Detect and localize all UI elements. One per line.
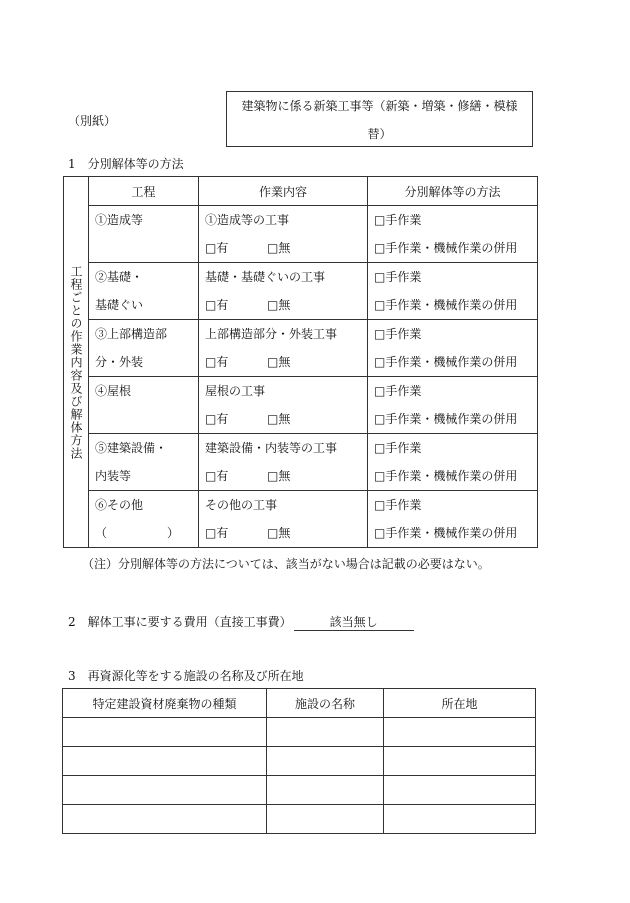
process-label-cont: （ ） [95, 526, 180, 540]
attachment-label: （別紙） [68, 114, 117, 128]
checkbox-combined[interactable]: □手作業・機械作業の併用 [374, 526, 518, 540]
process-label-cont: 内装等 [95, 469, 132, 483]
process-label: ⑤建築設備・ [95, 441, 168, 455]
checkbox-manual[interactable]: □手作業 [374, 270, 422, 284]
checkbox-yes[interactable]: □有 [205, 241, 229, 255]
process-label: ⑥その他 [95, 498, 144, 512]
facility-cell[interactable] [384, 805, 536, 834]
process-label: ③上部構造部 [95, 327, 168, 341]
method-cell [368, 206, 538, 263]
process-cell [89, 491, 199, 548]
checkbox-yes[interactable]: □有 [205, 355, 229, 369]
checkbox-combined[interactable]: □手作業・機械作業の併用 [374, 298, 518, 312]
checkbox-yes[interactable]: □有 [205, 526, 229, 540]
demolition-method-table [63, 176, 538, 548]
method-cell [368, 377, 538, 434]
checkbox-manual[interactable]: □手作業 [374, 213, 422, 227]
header-location: 所在地 [384, 689, 536, 718]
work-cell [199, 434, 368, 491]
checkbox-combined[interactable]: □手作業・機械作業の併用 [374, 469, 518, 483]
vertical-label-cell [64, 177, 89, 548]
facility-cell[interactable] [267, 805, 384, 834]
process-label-cont [95, 234, 198, 262]
method-cell [368, 491, 538, 548]
checkbox-combined[interactable]: □手作業・機械作業の併用 [374, 241, 518, 255]
process-cell [89, 206, 199, 263]
process-label-cont: 基礎ぐい [95, 298, 144, 312]
facility-cell[interactable] [63, 805, 267, 834]
process-row [64, 491, 538, 548]
process-label: ②基礎・ [95, 270, 144, 284]
checkbox-no[interactable]: □無 [267, 412, 291, 426]
process-row [64, 434, 538, 491]
checkbox-manual[interactable]: □手作業 [374, 384, 422, 398]
work-cell [199, 491, 368, 548]
header-facility-name: 施設の名称 [267, 689, 384, 718]
note: （注）分別解体等の方法については、該当がない場合は記載の必要はない。 [82, 557, 490, 571]
work-cell [199, 320, 368, 377]
facility-row [63, 805, 536, 834]
checkbox-no[interactable]: □無 [267, 241, 291, 255]
process-row [64, 320, 538, 377]
process-label-cont: 分・外装 [95, 355, 144, 369]
work-cell [199, 377, 368, 434]
facility-table [62, 688, 536, 834]
checkbox-manual[interactable]: □手作業 [374, 498, 422, 512]
process-cell [89, 434, 199, 491]
work-label: 屋根の工事 [205, 384, 266, 398]
work-cell [199, 206, 368, 263]
facility-cell[interactable] [267, 718, 384, 747]
facility-cell[interactable] [267, 776, 384, 805]
section3-heading: 3 再資源化等をする施設の名称及び所在地 [68, 669, 304, 683]
header-work: 作業内容 [199, 177, 368, 206]
facility-cell[interactable] [63, 718, 267, 747]
work-label: 建築設備・内装等の工事 [205, 441, 338, 455]
work-label: その他の工事 [205, 498, 278, 512]
checkbox-manual[interactable]: □手作業 [374, 441, 422, 455]
facility-row [63, 776, 536, 805]
section2-label: 2 解体工事に要する費用（直接工事費） [68, 615, 292, 629]
process-row [64, 206, 538, 263]
process-label: ④屋根 [95, 384, 132, 398]
facility-cell[interactable] [267, 747, 384, 776]
method-cell [368, 434, 538, 491]
checkbox-yes[interactable]: □有 [205, 298, 229, 312]
checkbox-no[interactable]: □無 [267, 298, 291, 312]
process-cell [89, 263, 199, 320]
process-label: ①造成等 [95, 213, 144, 227]
section2-value[interactable]: 該当無し [294, 613, 414, 631]
process-label-cont [95, 405, 198, 433]
checkbox-combined[interactable]: □手作業・機械作業の併用 [374, 355, 518, 369]
work-cell [199, 263, 368, 320]
method-cell [368, 263, 538, 320]
facility-cell[interactable] [384, 718, 536, 747]
facility-cell[interactable] [63, 776, 267, 805]
checkbox-yes[interactable]: □有 [205, 469, 229, 483]
work-label: ①造成等の工事 [205, 213, 290, 227]
checkbox-combined[interactable]: □手作業・機械作業の併用 [374, 412, 518, 426]
header-method: 分別解体等の方法 [368, 177, 538, 206]
section1-heading: 1 分別解体等の方法 [68, 157, 184, 171]
vertical-label: 工程ごとの作業内容及び解体方法 [69, 264, 83, 460]
form-title: 建築物に係る新築工事等（新築・増築・修繕・模様替） [226, 91, 533, 147]
section2 [68, 613, 414, 631]
facility-row [63, 718, 536, 747]
checkbox-no[interactable]: □無 [267, 526, 291, 540]
process-cell [89, 320, 199, 377]
checkbox-no[interactable]: □無 [267, 355, 291, 369]
header-waste-type: 特定建設資材廃棄物の種類 [63, 689, 267, 718]
facility-cell[interactable] [63, 747, 267, 776]
header-process: 工程 [89, 177, 199, 206]
facility-row [63, 747, 536, 776]
facility-cell[interactable] [384, 776, 536, 805]
process-row [64, 263, 538, 320]
process-cell [89, 377, 199, 434]
process-row [64, 377, 538, 434]
method-cell [368, 320, 538, 377]
facility-cell[interactable] [384, 747, 536, 776]
work-label: 上部構造部分・外装工事 [205, 327, 338, 341]
work-label: 基礎・基礎ぐいの工事 [205, 270, 326, 284]
checkbox-manual[interactable]: □手作業 [374, 327, 422, 341]
checkbox-yes[interactable]: □有 [205, 412, 229, 426]
checkbox-no[interactable]: □無 [267, 469, 291, 483]
